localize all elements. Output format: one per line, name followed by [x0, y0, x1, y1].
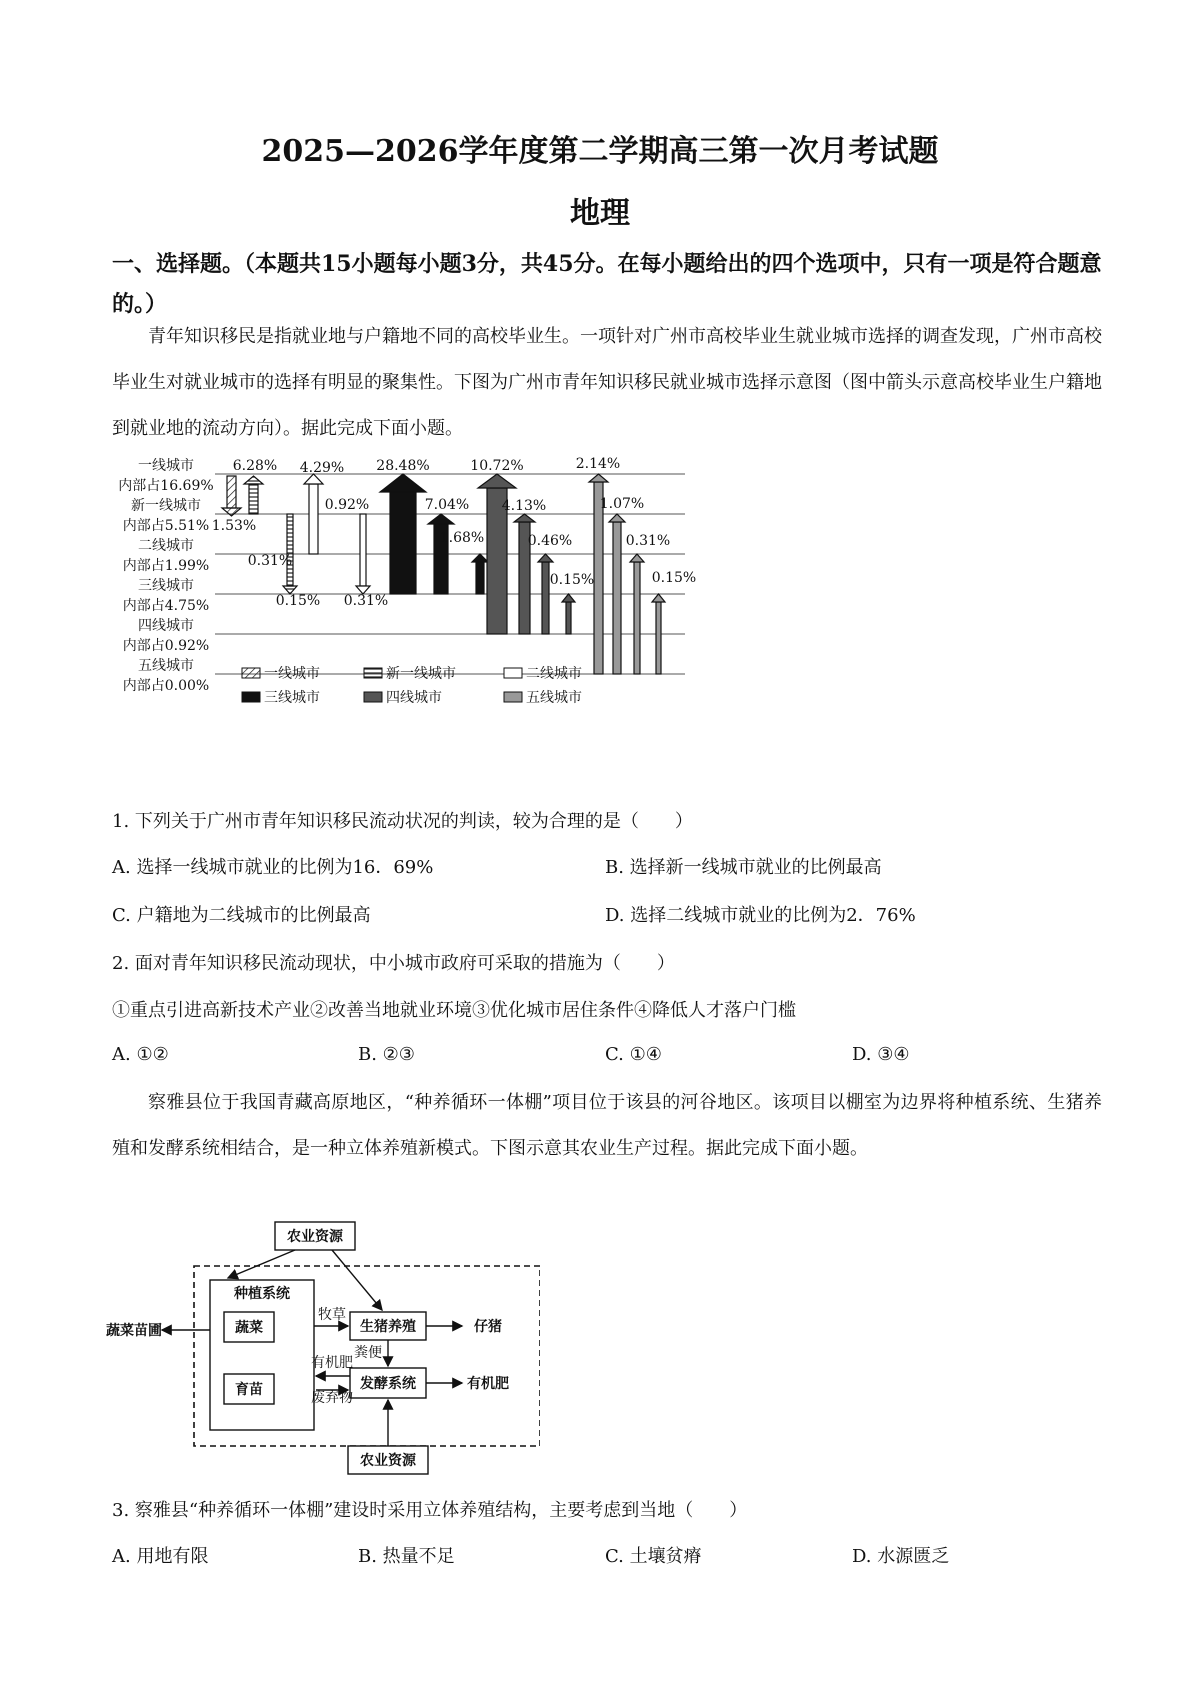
question-1-stem: 1. 下列关于广州市青年知识移民流动状况的判读，较为合理的是（ ） [112, 811, 693, 832]
question-3-stem: 3. 察雅县“种养循环一体棚”建设时采用立体养殖结构，主要考虑到当地（ ） [112, 1500, 748, 1521]
question-2-stem: 2. 面对青年知识移民流动现状，中小城市政府可采取的措施为（ ） [112, 953, 675, 974]
arrow-label: 1.53% [211, 518, 257, 534]
arrow-gray-0-31 [630, 554, 644, 674]
legend-swatch-tier3 [242, 692, 260, 702]
arrow-label: 0.31% [247, 553, 293, 569]
planting-system-label: 种植系统 [234, 1286, 290, 1302]
row-label-tier4-share: 内部占0.92% [122, 638, 210, 654]
arrow-label: 0.92% [324, 497, 370, 513]
legend-label-tier5: 五线城市 [526, 690, 582, 706]
row-label-tier5-name: 五线城市 [138, 658, 194, 674]
arrow-label: 2.14% [575, 456, 621, 472]
row-label-tier1-share: 内部占16.69% [118, 478, 214, 494]
arrow-black-28-48 [380, 474, 426, 594]
row-label-tier5-share: 内部占0.00% [122, 678, 210, 694]
question-1-option-b[interactable]: B. 选择新一线城市就业的比例最高 [605, 857, 882, 878]
legend-swatch-new-tier1 [364, 668, 382, 678]
question-2-items: ①重点引进高新技术产业②改善当地就业环境③优化城市居住条件④降低人才落户门槛 [112, 1000, 796, 1021]
legend-label-tier4: 四线城市 [386, 690, 442, 706]
row-label-tier3-share: 内部占4.75% [122, 598, 210, 614]
row-label-new-tier1-name: 新一线城市 [131, 498, 201, 514]
arrow-label: 0.46% [527, 533, 573, 549]
arrow-label: 0.31% [625, 533, 671, 549]
arrow-label: 0.15% [275, 593, 321, 609]
arrow-label: 0.15% [651, 570, 697, 586]
arrow-label: 7.04% [424, 497, 470, 513]
arrow-dark-0-15 [562, 594, 575, 634]
question-3-option-d[interactable]: D. 水源匮乏 [852, 1546, 950, 1567]
row-label-new-tier1-share: 内部占5.51% [122, 518, 210, 534]
question-2-option-c[interactable]: C. ①④ [605, 1044, 662, 1065]
question-1-option-d[interactable]: D. 选择二线城市就业的比例为2．76% [605, 905, 916, 926]
question-3-option-a[interactable]: A. 用地有限 [112, 1546, 209, 1567]
arrow-label: 1.07% [599, 496, 645, 512]
legend-label-tier1: 一线城市 [264, 666, 320, 682]
arrow-label: 28.48% [376, 458, 430, 474]
question-1-option-c[interactable]: C. 户籍地为二线城市的比例最高 [112, 905, 371, 926]
seedlings-label: 育苗 [235, 1382, 263, 1398]
ferment-system-label: 发酵系统 [360, 1376, 416, 1392]
legend-swatch-tier5 [504, 692, 522, 702]
exam-title: 2025—2026学年度第二学期高三第一次月考试题 [261, 134, 939, 169]
output-piglet-label: 仔猪 [474, 1319, 502, 1335]
vegetables-label: 蔬菜 [235, 1320, 263, 1336]
arrow-striped-up [244, 476, 263, 514]
arrow-label: 0.15% [549, 572, 595, 588]
legend-swatch-tier1 [242, 668, 260, 678]
farming-system-diagram [100, 1218, 540, 1478]
row-label-tier2-name: 二线城市 [138, 538, 194, 554]
question-3-option-b[interactable]: B. 热量不足 [358, 1546, 455, 1567]
resource-bottom-label: 农业资源 [360, 1453, 416, 1469]
legend-label-tier3: 三线城市 [264, 690, 320, 706]
arrow-label: 4.29% [299, 460, 345, 476]
output-fertilizer-label: 有机肥 [467, 1376, 509, 1392]
legend-swatch-tier2 [504, 668, 522, 678]
resource-top-label: 农业资源 [287, 1229, 343, 1245]
arrow-label: 0.31% [343, 593, 389, 609]
waste-flow-label: 废弃物 [311, 1390, 353, 1406]
pig-farming-label: 生猪养殖 [360, 1319, 416, 1335]
output-nursery-label: 蔬菜苗圃 [106, 1323, 162, 1339]
question-2-option-d[interactable]: D. ③④ [852, 1044, 910, 1065]
arrow-label: 10.72% [470, 458, 524, 474]
question-2-option-a[interactable]: A. ①② [112, 1044, 169, 1065]
arrow-label: 1.68% [439, 530, 485, 546]
legend-label-new-tier1: 新一线城市 [386, 666, 456, 682]
manure-flow-label: 粪便 [354, 1345, 382, 1361]
passage-1: 青年知识移民是指就业地与户籍地不同的高校毕业生。一项针对广州市高校毕业生就业城市选择的调查发现，广州市高校毕业生对就业城市的选择有明显的聚集性。下图为广州市青年知识移民就业城市选择示意图（图中箭头示意高校毕业生户籍地到就业地的流动方向）。据此完成下面小题。 [112, 326, 1102, 439]
arrow-black-1-68 [472, 554, 488, 594]
arrow-label: 6.28% [232, 458, 278, 474]
subject-title: 地理 [570, 196, 630, 231]
figure-legend [242, 665, 582, 706]
arrow-hatched-down [222, 476, 241, 516]
legend-swatch-tier4 [364, 692, 382, 702]
arrow-dark-4-13 [514, 514, 535, 634]
legend-label-tier2: 二线城市 [526, 666, 582, 682]
planting-system-box [210, 1280, 314, 1430]
migration-figure [110, 452, 770, 772]
row-label-tier2-share: 内部占1.99% [122, 558, 210, 574]
question-3-option-c[interactable]: C. 土壤贫瘠 [605, 1546, 702, 1567]
section-heading: 一、选择题。（本题共15小题每小题3分，共45分。在每小题给出的四个选项中，只有一项是符合题意的。） [112, 251, 1102, 317]
row-label-tier3-name: 三线城市 [138, 578, 194, 594]
question-1-option-a[interactable]: A. 选择一线城市就业的比例为16．69% [112, 857, 434, 878]
row-label-tier4-name: 四线城市 [138, 618, 194, 634]
arrow-label: 4.13% [501, 498, 547, 514]
question-2-option-b[interactable]: B. ②③ [358, 1044, 415, 1065]
fertilizer-flow-label: 有机肥 [311, 1355, 353, 1371]
passage-2: 察雅县位于我国青藏高原地区，“种养循环一体棚”项目位于该县的河谷地区。该项目以棚室为边界将种植系统、生猪养殖和发酵系统相结合，是一种立体养殖新模式。下图示意其农业生产过程。据此完成下面小题。 [112, 1092, 1102, 1159]
row-label-tier1-name: 一线城市 [138, 458, 194, 474]
forage-label: 牧草 [318, 1307, 346, 1323]
